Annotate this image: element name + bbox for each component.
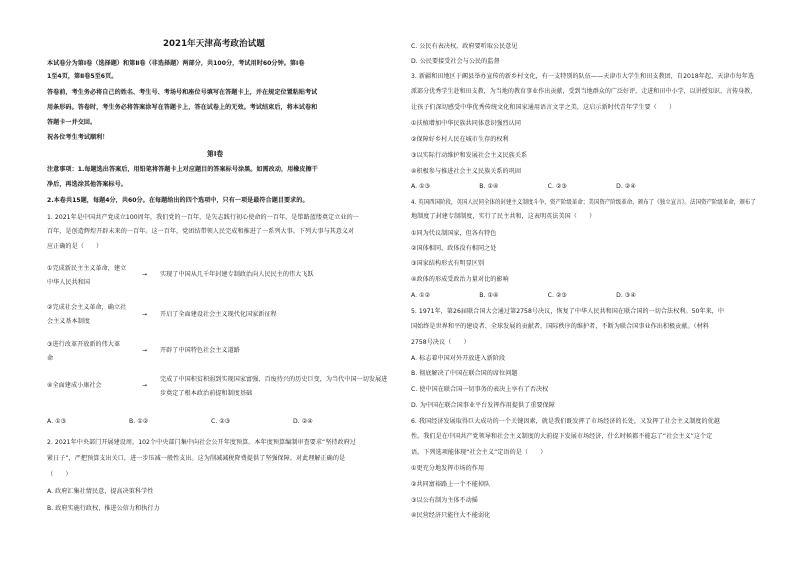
option-d[interactable]: D. ②④ xyxy=(293,418,313,425)
text-line: ①扶植增加中华民族共同体意识强烈认同 xyxy=(411,120,521,127)
page-title: 2021年天津高考政治试题 xyxy=(163,39,265,49)
text-line: ④民营经济只能往大不能弱化 xyxy=(411,512,491,519)
text-line: 性。我们是在中国共产党领导和社会主义制度的大前提下发展市场经济，什么时候都不能忘了“社会主义”这个定 xyxy=(411,433,713,440)
options-line[interactable]: A. ①③ B. ①④ C. ②③ D. ②④ xyxy=(411,183,636,190)
intro-line: 答题卡一并交回。 xyxy=(47,119,97,126)
intro-line: 1至4页，第Ⅱ卷5至6页。 xyxy=(47,73,118,80)
options-line[interactable]: A. ①② B. ①④ C. ②③ D. ③④ xyxy=(411,292,636,299)
q1-event-line: 命 xyxy=(47,355,54,362)
arrow-right-icon: → xyxy=(142,271,148,278)
text-line: 6. 我国经济发展取得巨大成功的一个关键因素，就是我们既发挥了市场经济的长处，又发挥了社会主义制度的优越 xyxy=(411,418,720,425)
q1-event-line: ①完成新民主主义革命，建立 xyxy=(47,265,127,272)
q1-stem-line: 应正确的是（ ） xyxy=(47,243,103,250)
text-line: 4. 英国西国阶段，英国人民同全体的封建主义制度斗争，资产阶级革命；美国资产阶级革命，颁布了《独立宣言》。法国资产阶级革命，颁布了 xyxy=(411,199,756,206)
q2-stem-line: 紧日子”，严把预算支出关口，进一步压减一般性支出。这为削减减税降费提供了坚强保障。对此理解正确的是 xyxy=(47,455,346,462)
text-line: C. 公民有表决权，政府要听取公民意见 xyxy=(411,43,518,50)
text-line: ③国家结构形式有明显区别 xyxy=(411,260,485,267)
option-c[interactable]: C. 使中国在联合国一切事务的表决上享有了否决权 xyxy=(411,386,549,393)
text-line: 地制度了封建专制制度，实行了民主共和，这表明英法美国（ ） xyxy=(411,213,596,220)
text-line: 3. 新疆和田地区于阗县举办宣传的新乡村文化，有一支特别的队伍——天津市大学生和田支教团，自2018年起，天津市每年选 xyxy=(411,73,755,80)
arrow-right-icon: → xyxy=(142,382,148,389)
text-line: ②共同富裕路上一个不能掉队 xyxy=(411,481,491,488)
arrow-right-icon: → xyxy=(142,311,148,318)
option-d[interactable]: D. 为中国在联合国事业平台发挥作用提供了重要保障 xyxy=(411,402,555,409)
text-line: ④积极参与推进社会主义民族关系的巩固 xyxy=(411,168,521,175)
option-a[interactable]: A. 标志着中国对外开放进入新阶段 xyxy=(411,355,506,362)
q2-stem-line: 2. 2021年中央部门开展建设周，102个中央部门集中向社会公开年度预算。本年度预算编制审查要求“坚持政府过 xyxy=(47,439,356,446)
intro-line: 答卷前，考生务必将自己的姓名、考生号、考场号和座位号填写在答题卡上，并在规定位置粘贴考试 xyxy=(47,89,318,96)
note-line: 净后，再选涂其他答案标号。 xyxy=(47,181,127,188)
text-line: ②保障好乡村人民在城市生存的权利 xyxy=(411,136,509,143)
text-line: 5. 1971年，第26届联合国大会通过第2758号决议，恢复了中华人民共和国在联合国的一切合法权利。50年来，中 xyxy=(411,308,725,315)
intro-line: 用条形码。答卷时，考生务必将答案涂写在答题卡上，答在试卷上的无效。考试结束后，将本试卷和 xyxy=(47,104,318,111)
note-line: 2.本卷共15题，每题4分，共60分。在每题给出的四个选项中，只有一项是最符合题目要求的。 xyxy=(47,197,309,204)
q1-stem-line: 1. 2021年是中国共产党成立100周年，我们党的一百年，是矢志践行初心使命的一百年，是筚路蓝缕奠定立业的一 xyxy=(47,214,359,221)
text-line: D. 公民要接受社会与公民的监督 xyxy=(411,58,500,65)
note-line: 注意事项：1.每题选出答案后，用铅笔将答题卡上对应题目的答案标号涂黑。如需改动，用橡皮擦干 xyxy=(47,166,318,173)
arrow-right-icon: → xyxy=(142,347,148,354)
q1-meaning-line: 步奠定了根本政治前提和制度基础 xyxy=(160,390,253,397)
option-a[interactable]: A. ①③ xyxy=(47,418,67,425)
q1-event-line: ③进行改革开放新的伟大革 xyxy=(47,341,121,348)
q1-stem-line: 百年，是创造辉煌开辟未来的一百年。这一百年，党团结带领人民完成和推进了一系列大事。下列大事与其意义对 xyxy=(47,228,355,235)
q1-meaning-line: 开启了全面建设社会主义现代化国家新征程 xyxy=(160,311,277,318)
text-line: 让孩子们深切感受中华优秀传统文化和国家通用语言文字之美，这启示新时代青年学生要（ ） xyxy=(411,104,676,111)
option-b[interactable]: B. 彻底解决了中国在联合国的席位问题 xyxy=(411,370,518,377)
q1-meaning-line: 实现了中国从几千年封建专制政治向人民民主的伟大飞跃 xyxy=(160,271,314,278)
option-b[interactable]: B. ①② xyxy=(129,418,149,425)
text-line: ①更充分地发挥市场的作用 xyxy=(411,465,485,472)
text-line: 语。下列选项能体现“社会主义”定语的是（ ） xyxy=(411,449,547,456)
text-line: ①同为代议制国家，但各有特色 xyxy=(411,230,497,237)
q1-event-line: ②完成社会主义革命，确立社 xyxy=(47,304,127,311)
q1-meaning-line: 完成了中国积贫积弱到实现国家富强、百废待兴的历史巨变，为当代中国一切发展进 xyxy=(160,376,388,383)
option-b[interactable]: B. 政府实施行政权，推进公信力和执行力 xyxy=(47,505,160,512)
q1-meaning-line: 开辟了中国特色社会主义道路 xyxy=(160,347,240,354)
text-line: ②国体相同，政体没有相同之处 xyxy=(411,245,497,252)
text-line: ④政体的形成受政治力量对比的影响 xyxy=(411,276,509,283)
q1-event-line: ④全面建成小康社会 xyxy=(47,382,102,389)
intro-line: 祝各位考生考试顺利！ xyxy=(47,134,109,141)
section-title: 第Ⅰ卷 xyxy=(207,150,224,158)
text-line: 派部分优秀学生赴和田支教，为当地的教育事业作出贡献，受到当地群众的广泛好评，走进和田中小学，以讲授知识、言传身教， xyxy=(411,88,757,95)
q1-event-line: 中华人民共和国 xyxy=(47,279,91,286)
intro-line: 本试卷分为第Ⅰ卷（选择题）和第Ⅱ卷（非选择题）两部分，共100分，考试用时60分钟。第Ⅰ卷 xyxy=(47,60,305,67)
text-line: ③以公有制为主体不动摇 xyxy=(411,497,478,504)
option-c[interactable]: C. ②③ xyxy=(211,418,231,425)
option-a[interactable]: A. 政府汇集社情民意，提高决策科学性 xyxy=(47,488,154,495)
text-line: 2758号决议（ ） xyxy=(411,339,470,346)
text-line: ③以实际行动维护和发展社会主义民族关系 xyxy=(411,152,528,159)
q2-stem-line: （ ） xyxy=(47,471,72,478)
text-line: 国始终是世界和平的建设者、全球发展的贡献者，国际秩序的维护者，不断为联合国事业作出积极贡献。（材料 xyxy=(411,323,709,330)
q1-event-line: 会主义基本制度 xyxy=(47,318,91,325)
